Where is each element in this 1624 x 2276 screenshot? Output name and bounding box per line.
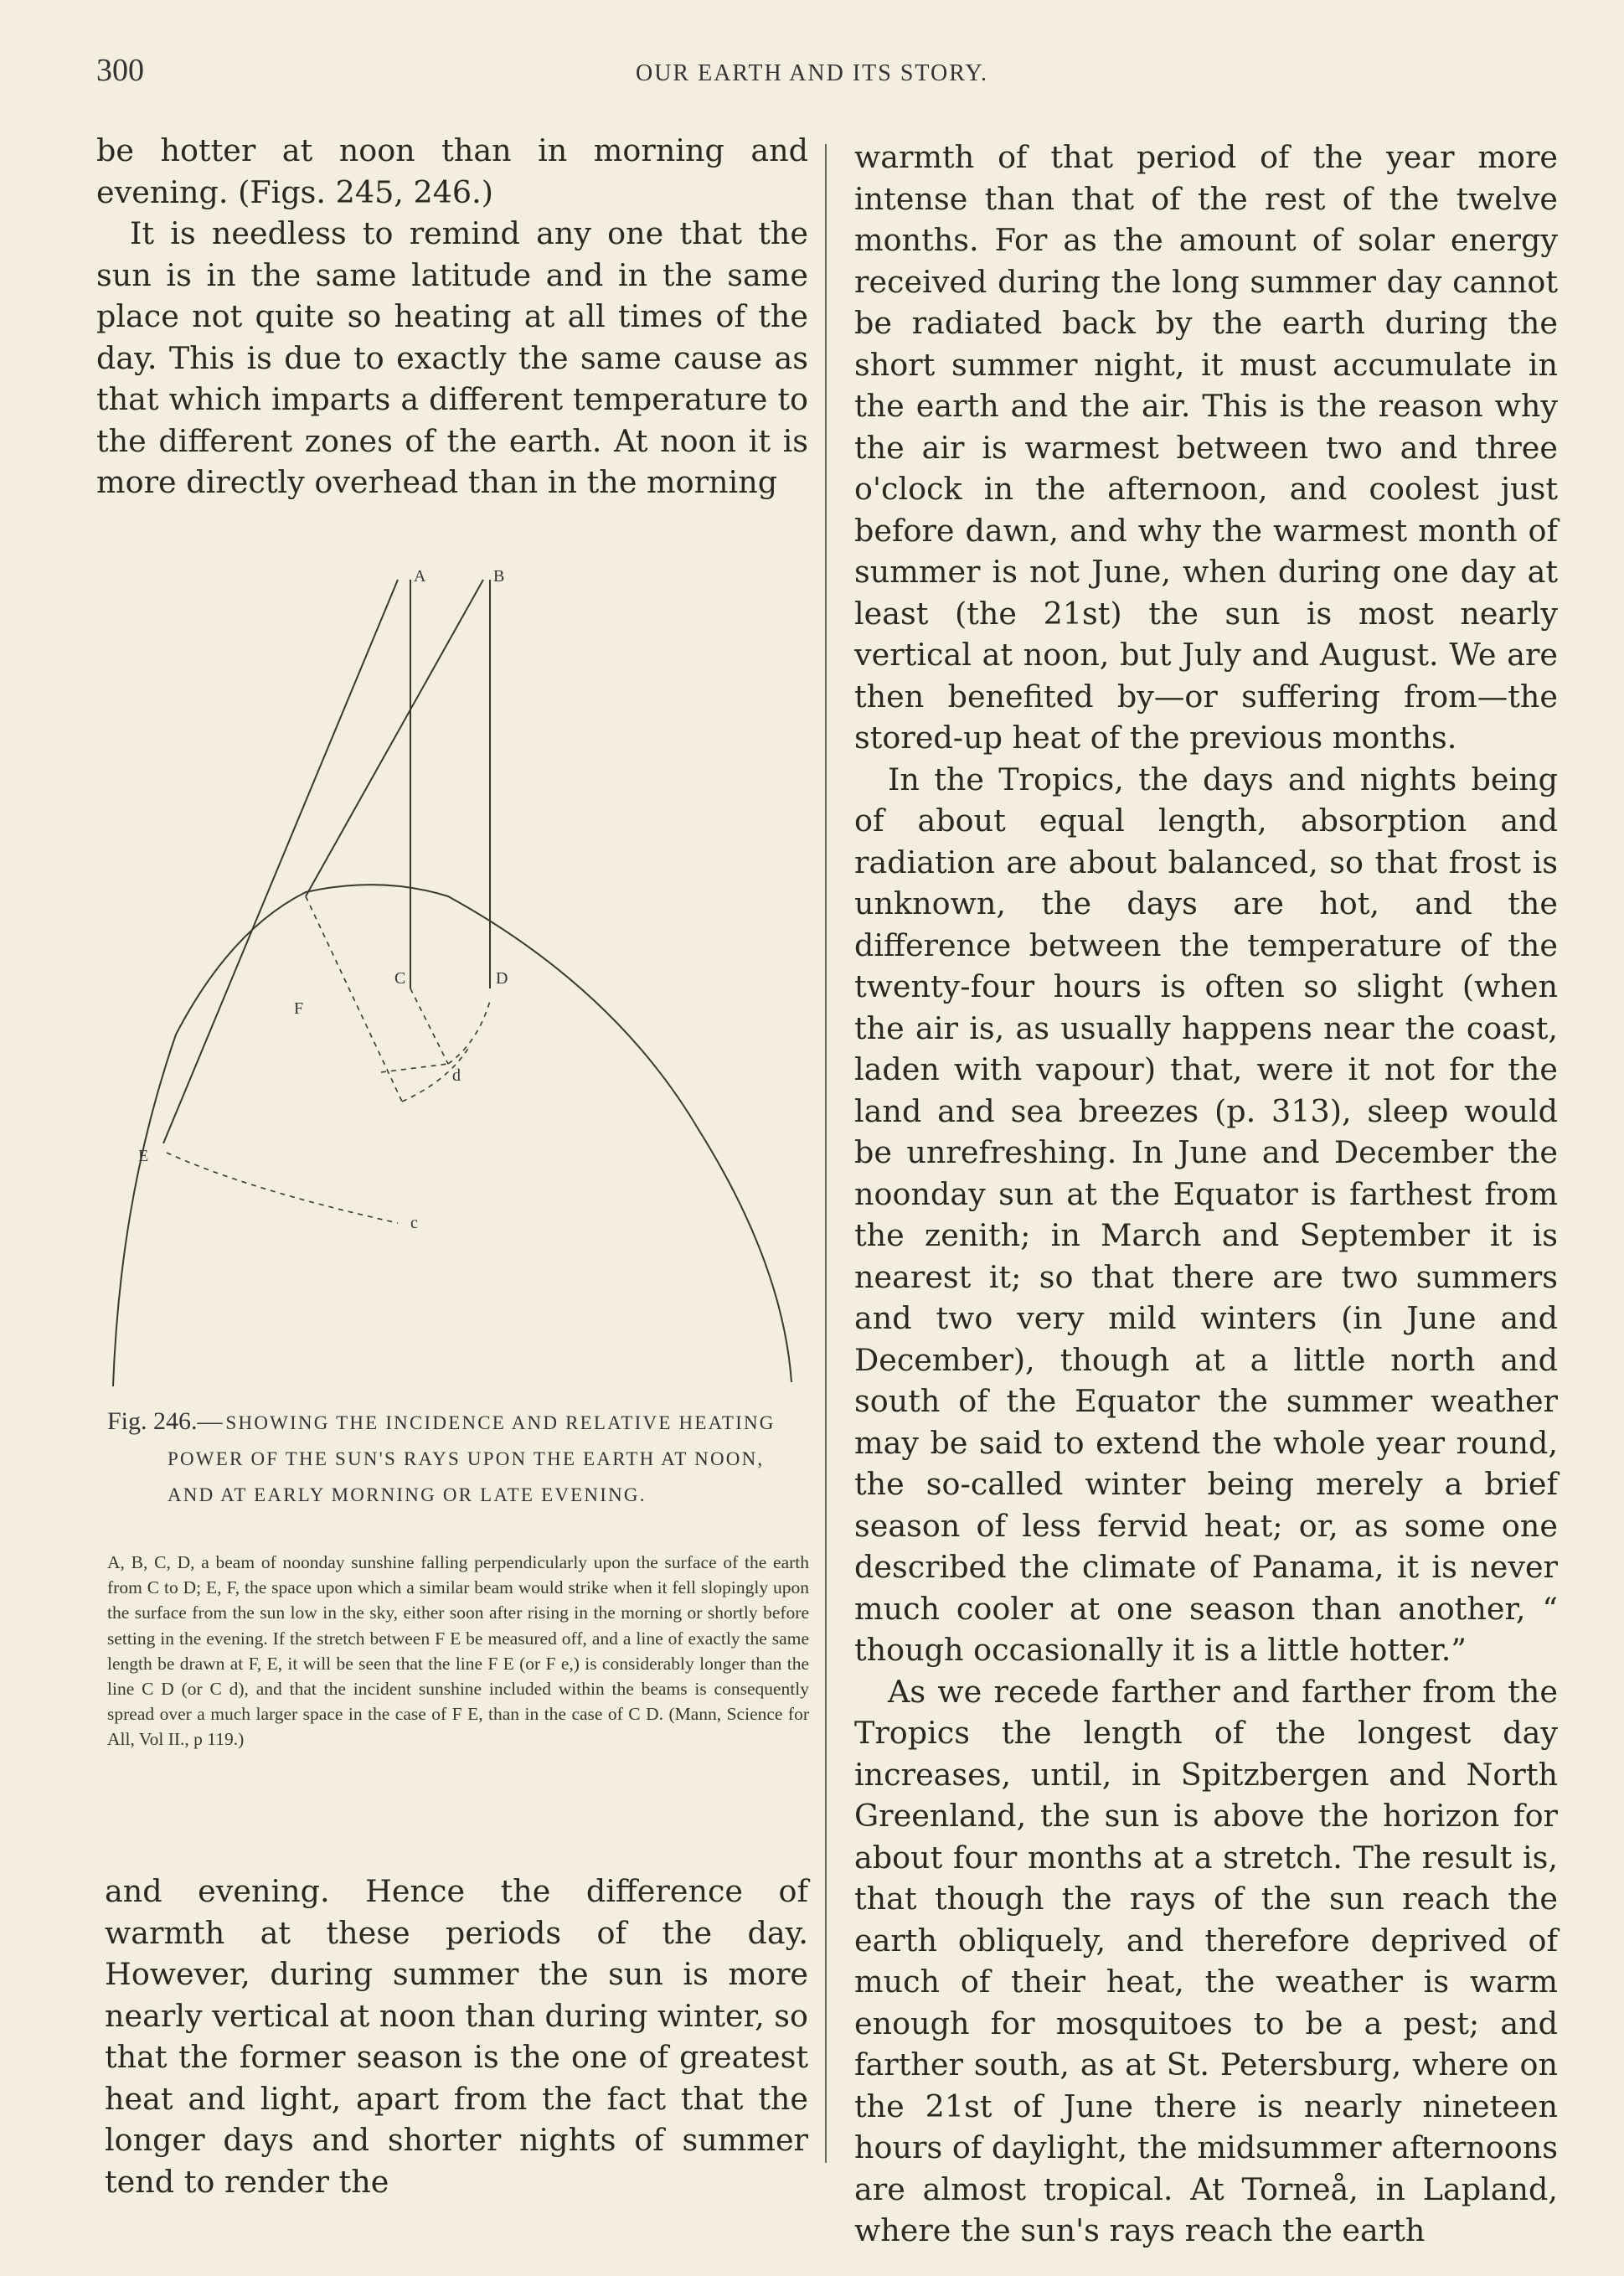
label-c: C	[394, 969, 406, 988]
figure-caption	[107, 1405, 809, 1515]
label-d-small: d	[452, 1066, 461, 1085]
label-a: A	[414, 567, 426, 586]
paragraph: and evening. Hence the difference of warmth at these periods of the day. However, during summer the sun is more nearly vertical at noon than during winter, so that the former season is the one of greatest heat and light, apart from the fact that the longer days and shorter nights of summer tend to render the	[105, 1873, 808, 2200]
caption-number: Fig. 246.—	[107, 1407, 223, 1435]
caption-text: SHOWING THE INCIDENCE AND RELATIVE HEATING POWER OF THE SUN'S RAYS UPON THE EARTH AT NOON, AND AT EARLY MORNING OR LATE EVENING.	[168, 1412, 776, 1505]
line-d-small	[381, 1064, 448, 1072]
label-b: B	[493, 567, 505, 586]
left-column-top	[96, 130, 808, 503]
left-column-bottom	[105, 1871, 808, 2202]
right-column	[854, 137, 1558, 2252]
ray-a-slant	[163, 580, 398, 1143]
paragraph: It is needless to remind any one that the sun is in the same latitude and in the same place not quite so heating at all times of the day. This is due to exactly the same cause as that which imparts a different temperature to the different zones of the earth. At noon it is more directly overhead than in the morning	[96, 215, 808, 500]
label-d: D	[496, 969, 508, 988]
page-number: 300	[96, 53, 144, 88]
caption-block	[107, 1405, 809, 1515]
arc-d-small	[448, 1001, 490, 1064]
perpendicular-c-d	[410, 988, 448, 1064]
arc-c-small	[167, 1153, 398, 1223]
figure-note-text: A, B, C, D, a beam of noonday sunshine falling perpendicularly upon the surface of the earth from C to D; E, F, the space upon which a similar beam would strike when it fell slopingly upon the surface from the sun low in the sky, either soon after rising in the morning or shortly before setting in the evening. If the stretch between F E be measured off, and a line of exactly the same length be drawn at F, E, it will be seen that the line F E (or F e,) is considerably longer than the line C D (or C d), and that the incident sunshine included within the beams is consequently spread over a much larger space in the case of F E, than in the case of C D. (Mann, Science for All, Vol II., p 119.)	[107, 1552, 809, 1750]
running-title: OUR EARTH AND ITS STORY.	[635, 60, 988, 86]
sun-rays-diagram	[96, 553, 808, 1386]
label-c-small: c	[410, 1214, 418, 1232]
earth-surface-arc	[113, 885, 791, 1386]
paragraph: As we recede farther and farther from the Tropics the length of the longest day increases, until, in Spitzbergen and North Greenland, the sun is above the horizon for about four months at a stretch. The result is, that though the rays of the sun reach the earth obliquely, and therefore deprived of much of their heat, the weather is warm enough for mosquitoes to be a pest; and farther south, as at St. Petersburg, where on the 21st of June there is nearly nineteen hours of daylight, the midsummer afternoons are almost tropical. At Torneå, in Lapland, where the sun's rays reach the earth	[854, 1673, 1558, 2248]
diagram-svg	[96, 553, 808, 1386]
label-e: E	[138, 1147, 149, 1165]
figure-note	[107, 1550, 809, 1752]
label-f: F	[294, 999, 304, 1018]
perpendicular-f-e	[306, 896, 402, 1102]
paragraph: warmth of that period of the year more intense than that of the rest of the twelve months. For as the amount of solar energy received during the long summer day cannot be radiated back by the earth during the short summer night, it must accumulate in the earth and the air. This is the reason why the air is warmest between two and three o'clock in the afternoon, and coolest just before dawn, and why the warmest month of summer is not June, when during one day at least (the 21st) the sun is most nearly vertical at noon, but July and August. We are then benefited by—or suffering from—the stored-up heat of the previous months.	[854, 139, 1558, 756]
paragraph: In the Tropics, the days and nights being of about equal length, absorption and radiation are about balanced, so that frost is unknown, the days are hot, and the difference between the temperature of the twenty-four hours is often so slight (when the air is, as usually happens near the coast, laden with vapour) that, were it not for the land and sea breezes (p. 313), sleep would be unrefreshing. In June and December the noonday sun at the Equator is farthest from the zenith; in March and September it is nearest it; so that there are two summers and two very mild winters (in June and December), though at a little north and south of the Equator the summer weather may be said to extend the whole year round, the so-called winter being merely a brief season of less fervid heat; or, as some one described the climate of Panama, it is never much cooler at one season than another, “ though occasionally it is a little hotter.”	[854, 761, 1558, 1668]
paragraph: be hotter at noon than in morning and evening. (Figs. 245, 246.)	[96, 132, 808, 210]
column-divider	[825, 144, 827, 2163]
